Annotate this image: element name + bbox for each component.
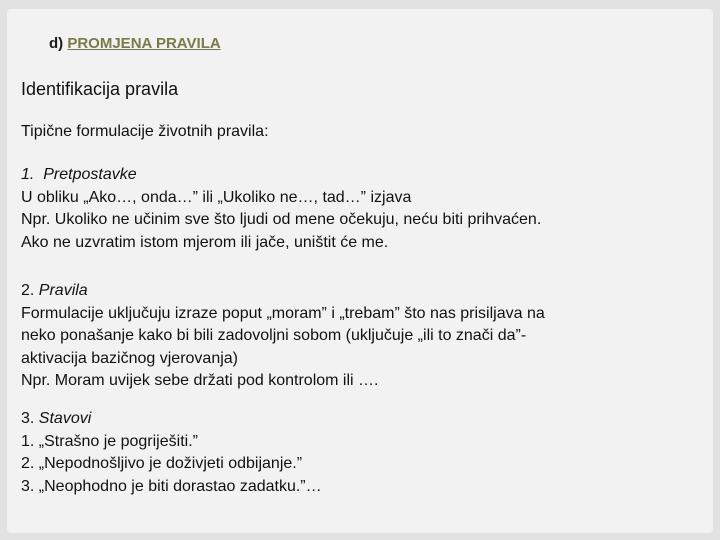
list-item: 1. „Strašno je pogriješiti.”: [21, 432, 198, 450]
block-attitudes: [21, 408, 701, 498]
text-line: aktivacija bazičnog vjerovanja): [21, 349, 238, 367]
text-line: Npr. Ukoliko ne učinim sve što ljudi od mene očekuju, neću biti prihvaćen.: [21, 211, 542, 228]
text-line: Formulacije uključuju izraze poput „moram” i „trebam” što nas prisiljava na: [21, 304, 545, 322]
list-item: 2. „Nepodnošljivo je doživjeti odbijanje.”: [21, 455, 303, 472]
block-title: Pravila: [38, 282, 88, 299]
block-number: 2.: [21, 282, 35, 299]
block-title: Stavovi: [38, 410, 92, 427]
block-assumptions: [21, 164, 701, 254]
list-item: 3. „Neophodno je biti dorastao zadatku.”…: [21, 477, 322, 495]
text-line: Ako ne uzvratim istom mjerom ili jače, uništit će me.: [21, 233, 389, 251]
block-heading: [21, 164, 701, 187]
block-number: 3.: [21, 410, 35, 427]
block-title: Pretpostavke: [43, 166, 137, 183]
block-number: 1.: [21, 166, 35, 183]
text-line: neko ponašanje kako bi bili zadovoljni sobom (uključuje „ili to znači da”-: [21, 327, 527, 344]
section-link[interactable]: PROMJENA PRAVILA: [67, 35, 221, 52]
block-heading: [21, 280, 701, 303]
text-line: U obliku „Ako…, onda…” ili „Ukoliko ne…, tad…” izjava: [21, 188, 412, 206]
section-heading: [49, 35, 221, 52]
section-letter: d): [49, 35, 64, 52]
block-rules: [21, 280, 701, 393]
subtitle: Tipične formulacije životnih pravila:: [21, 123, 269, 140]
slide: [7, 9, 713, 533]
block-heading: [21, 408, 701, 431]
text-line: Npr. Moram uvijek sebe držati pod kontrolom ili ….: [21, 372, 379, 389]
page-title: Identifikacija pravila: [21, 79, 179, 99]
